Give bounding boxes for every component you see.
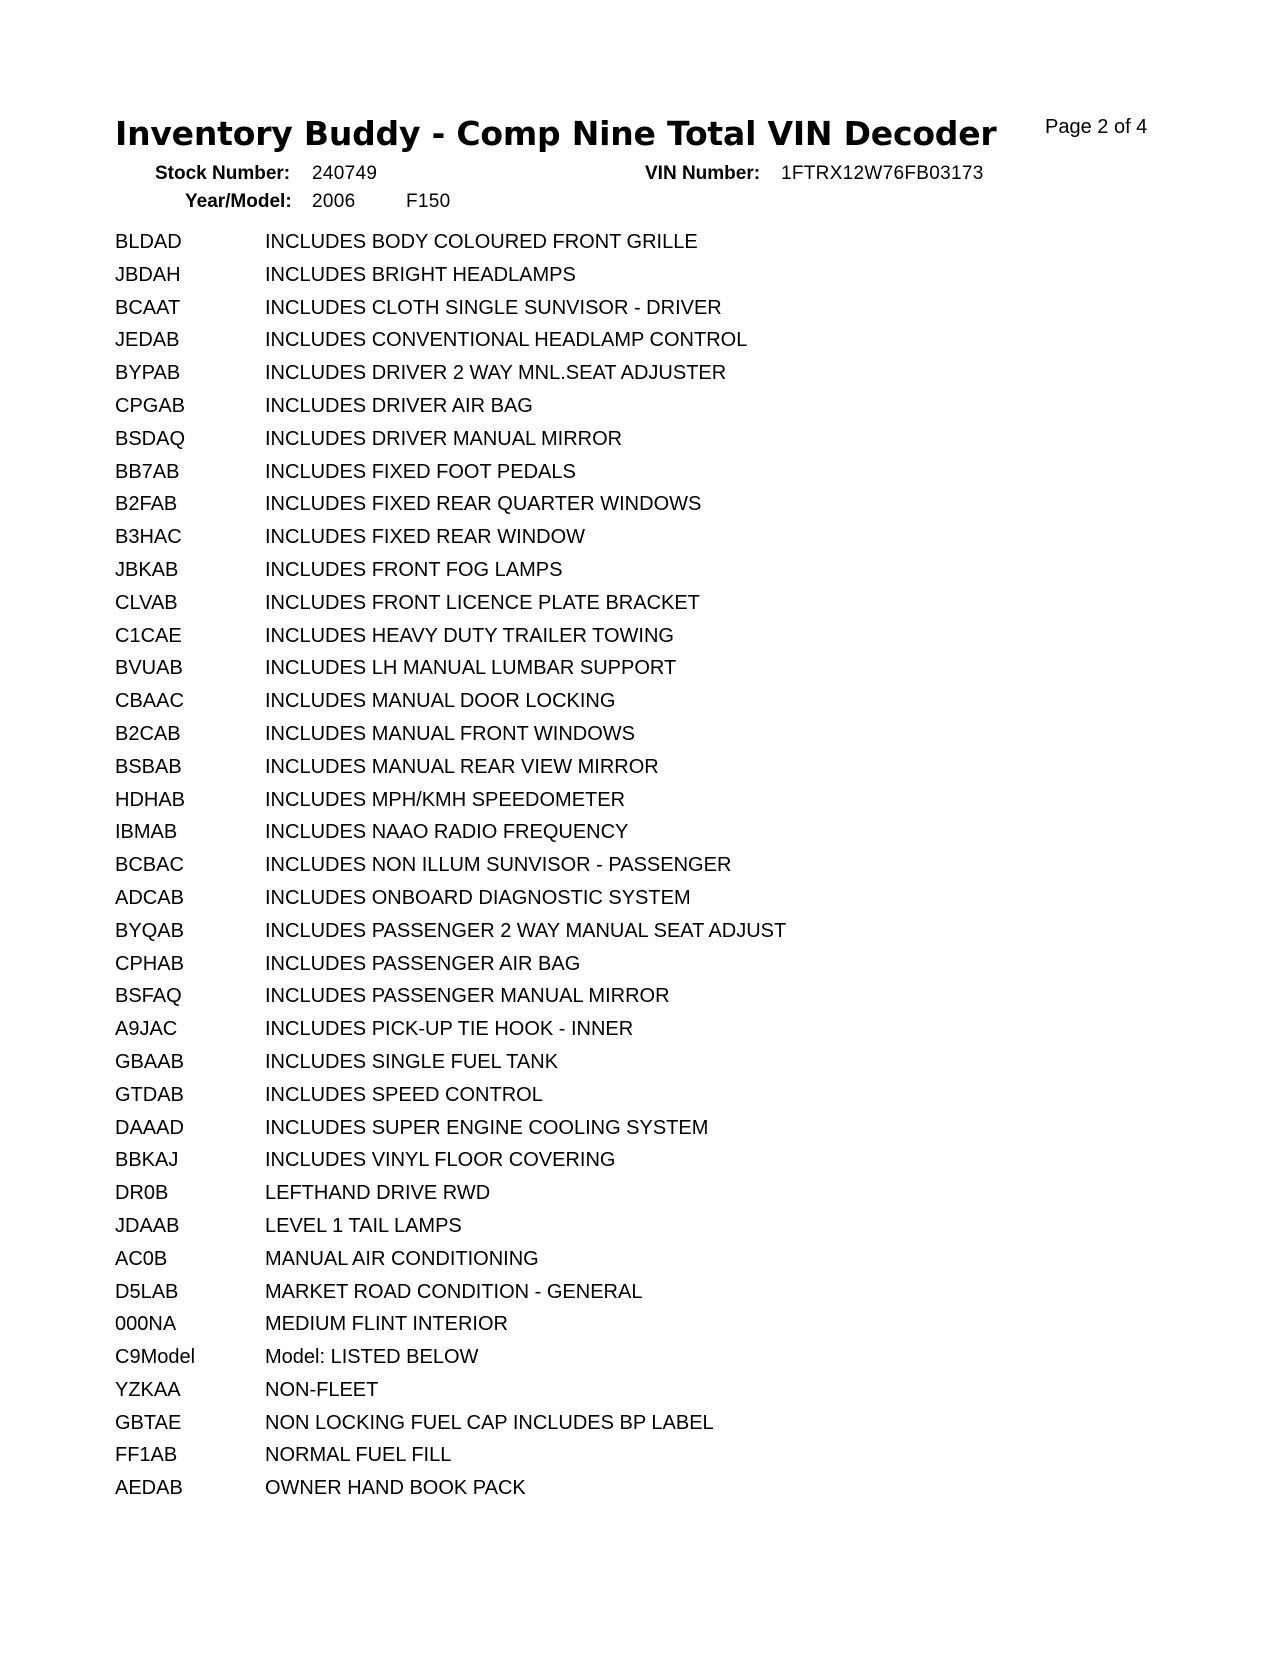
option-code: B2CAB bbox=[115, 722, 181, 745]
option-description: INCLUDES MANUAL REAR VIEW MIRROR bbox=[265, 755, 659, 778]
option-description: INCLUDES LH MANUAL LUMBAR SUPPORT bbox=[265, 657, 677, 680]
list-item bbox=[115, 917, 786, 950]
option-code: ADCAB bbox=[115, 886, 184, 909]
option-code: BB7AB bbox=[115, 460, 180, 483]
list-item bbox=[115, 622, 786, 655]
stock-number-value: 240749 bbox=[312, 163, 378, 184]
list-item bbox=[115, 458, 786, 491]
year-value: 2006 bbox=[312, 191, 356, 212]
option-description: INCLUDES DRIVER AIR BAG bbox=[265, 394, 533, 417]
option-description: INCLUDES DRIVER MANUAL MIRROR bbox=[265, 427, 623, 450]
list-item bbox=[115, 950, 786, 983]
option-code: B2FAB bbox=[115, 493, 178, 516]
list-item bbox=[115, 1409, 786, 1442]
option-code: DR0B bbox=[115, 1182, 169, 1205]
option-code: FF1AB bbox=[115, 1444, 178, 1467]
list-item bbox=[115, 1343, 786, 1376]
option-code: C9Model bbox=[115, 1346, 196, 1369]
option-code: JBDAH bbox=[115, 263, 181, 286]
option-description: INCLUDES ONBOARD DIAGNOSTIC SYSTEM bbox=[265, 886, 691, 909]
list-item bbox=[115, 490, 786, 523]
option-code: BSFAQ bbox=[115, 985, 182, 1008]
option-description: INCLUDES FRONT LICENCE PLATE BRACKET bbox=[265, 591, 700, 614]
list-item bbox=[115, 294, 786, 327]
list-item bbox=[115, 589, 786, 622]
option-code: YZKAA bbox=[115, 1378, 181, 1401]
list-item bbox=[115, 753, 786, 786]
option-code: BVUAB bbox=[115, 657, 183, 680]
list-item bbox=[115, 523, 786, 556]
option-description: INCLUDES HEAVY DUTY TRAILER TOWING bbox=[265, 624, 674, 647]
option-description: LEVEL 1 TAIL LAMPS bbox=[265, 1214, 462, 1237]
list-item bbox=[115, 261, 786, 294]
list-item bbox=[115, 1245, 786, 1278]
list-item bbox=[115, 1146, 786, 1179]
stock-number-label: Stock Number: bbox=[155, 163, 291, 184]
option-description: INCLUDES CONVENTIONAL HEADLAMP CONTROL bbox=[265, 329, 748, 352]
option-code: BYQAB bbox=[115, 919, 184, 942]
option-code: BCBAC bbox=[115, 854, 184, 877]
option-description: INCLUDES FIXED REAR WINDOW bbox=[265, 526, 586, 549]
list-item bbox=[115, 1114, 786, 1147]
option-description: INCLUDES DRIVER 2 WAY MNL.SEAT ADJUSTER bbox=[265, 362, 727, 385]
option-description: INCLUDES PASSENGER 2 WAY MANUAL SEAT ADJUST bbox=[265, 919, 787, 942]
list-item bbox=[115, 654, 786, 687]
vin-number-label: VIN Number: bbox=[645, 163, 761, 184]
option-code: C1CAE bbox=[115, 624, 182, 647]
list-item bbox=[115, 392, 786, 425]
option-description: NON LOCKING FUEL CAP INCLUDES BP LABEL bbox=[265, 1411, 714, 1434]
option-code: BCAAT bbox=[115, 296, 181, 319]
document-title: Inventory Buddy - Comp Nine Total VIN Decoder bbox=[115, 114, 997, 153]
option-description: INCLUDES FIXED REAR QUARTER WINDOWS bbox=[265, 493, 702, 516]
option-description: INCLUDES SINGLE FUEL TANK bbox=[265, 1050, 559, 1073]
option-code: AC0B bbox=[115, 1247, 168, 1270]
list-item bbox=[115, 556, 786, 589]
list-item bbox=[115, 1474, 786, 1507]
option-description: LEFTHAND DRIVE RWD bbox=[265, 1182, 491, 1205]
option-code: DAAAD bbox=[115, 1116, 184, 1139]
option-code: B3HAC bbox=[115, 526, 182, 549]
option-description: INCLUDES SUPER ENGINE COOLING SYSTEM bbox=[265, 1116, 709, 1139]
option-code: HDHAB bbox=[115, 788, 186, 811]
list-item bbox=[115, 359, 786, 392]
list-item bbox=[115, 326, 786, 359]
option-code: BYPAB bbox=[115, 362, 181, 385]
option-description: OWNER HAND BOOK PACK bbox=[265, 1477, 526, 1500]
option-description: INCLUDES MANUAL DOOR LOCKING bbox=[265, 690, 616, 713]
vin-number-value: 1FTRX12W76FB03173 bbox=[781, 163, 984, 184]
option-code-list bbox=[115, 228, 786, 1507]
option-code: GBTAE bbox=[115, 1411, 182, 1434]
option-description: INCLUDES FIXED FOOT PEDALS bbox=[265, 460, 576, 483]
option-description: INCLUDES SPEED CONTROL bbox=[265, 1083, 543, 1106]
option-code: AEDAB bbox=[115, 1477, 183, 1500]
option-code: A9JAC bbox=[115, 1018, 178, 1041]
list-item bbox=[115, 1376, 786, 1409]
option-description: INCLUDES BODY COLOURED FRONT GRILLE bbox=[265, 231, 698, 253]
model-value: F150 bbox=[406, 191, 451, 212]
option-description: NORMAL FUEL FILL bbox=[265, 1444, 452, 1467]
option-description: INCLUDES NAAO RADIO FREQUENCY bbox=[265, 821, 629, 844]
list-item bbox=[115, 818, 786, 851]
list-item bbox=[115, 228, 786, 261]
page-number: Page 2 of 4 bbox=[1045, 116, 1148, 138]
option-description: INCLUDES PASSENGER MANUAL MIRROR bbox=[265, 985, 670, 1008]
list-item bbox=[115, 1081, 786, 1114]
list-item bbox=[115, 1441, 786, 1474]
option-code: JBKAB bbox=[115, 558, 179, 581]
option-code: BBKAJ bbox=[115, 1149, 179, 1172]
option-code: JDAAB bbox=[115, 1214, 180, 1237]
list-item bbox=[115, 1212, 786, 1245]
option-description: INCLUDES MPH/KMH SPEEDOMETER bbox=[265, 788, 626, 811]
list-item bbox=[115, 425, 786, 458]
option-code: CPHAB bbox=[115, 952, 184, 975]
option-description: INCLUDES CLOTH SINGLE SUNVISOR - DRIVER bbox=[265, 296, 722, 319]
option-description: INCLUDES PASSENGER AIR BAG bbox=[265, 952, 581, 975]
option-code: 000NA bbox=[115, 1313, 177, 1336]
option-description: INCLUDES NON ILLUM SUNVISOR - PASSENGER bbox=[265, 854, 732, 877]
list-item bbox=[115, 1278, 786, 1311]
option-code: CPGAB bbox=[115, 394, 186, 417]
option-code: BLDAD bbox=[115, 231, 182, 253]
option-code: GTDAB bbox=[115, 1083, 184, 1106]
list-item bbox=[115, 1015, 786, 1048]
list-item bbox=[115, 851, 786, 884]
option-description: Model: LISTED BELOW bbox=[265, 1346, 479, 1369]
option-description: INCLUDES VINYL FLOOR COVERING bbox=[265, 1149, 616, 1172]
list-item bbox=[115, 786, 786, 819]
option-code: BSDAQ bbox=[115, 427, 186, 450]
list-item bbox=[115, 884, 786, 917]
option-description: INCLUDES PICK-UP TIE HOOK - INNER bbox=[265, 1018, 634, 1041]
year-model-label: Year/Model: bbox=[185, 191, 292, 212]
option-code: IBMAB bbox=[115, 821, 178, 844]
option-description: NON-FLEET bbox=[265, 1378, 379, 1401]
option-description: INCLUDES FRONT FOG LAMPS bbox=[265, 558, 563, 581]
option-code: CLVAB bbox=[115, 591, 178, 614]
list-item bbox=[115, 1179, 786, 1212]
option-code: GBAAB bbox=[115, 1050, 184, 1073]
option-description: MEDIUM FLINT INTERIOR bbox=[265, 1313, 508, 1336]
option-description: INCLUDES BRIGHT HEADLAMPS bbox=[265, 263, 576, 286]
list-item bbox=[115, 720, 786, 753]
option-code: CBAAC bbox=[115, 690, 184, 713]
option-description: INCLUDES MANUAL FRONT WINDOWS bbox=[265, 722, 636, 745]
option-code: D5LAB bbox=[115, 1280, 179, 1303]
list-item bbox=[115, 982, 786, 1015]
list-item bbox=[115, 687, 786, 720]
option-code: BSBAB bbox=[115, 755, 182, 778]
option-description: MANUAL AIR CONDITIONING bbox=[265, 1247, 539, 1270]
option-description: MARKET ROAD CONDITION - GENERAL bbox=[265, 1280, 643, 1303]
list-item bbox=[115, 1048, 786, 1081]
option-code: JEDAB bbox=[115, 329, 180, 352]
list-item bbox=[115, 1310, 786, 1343]
